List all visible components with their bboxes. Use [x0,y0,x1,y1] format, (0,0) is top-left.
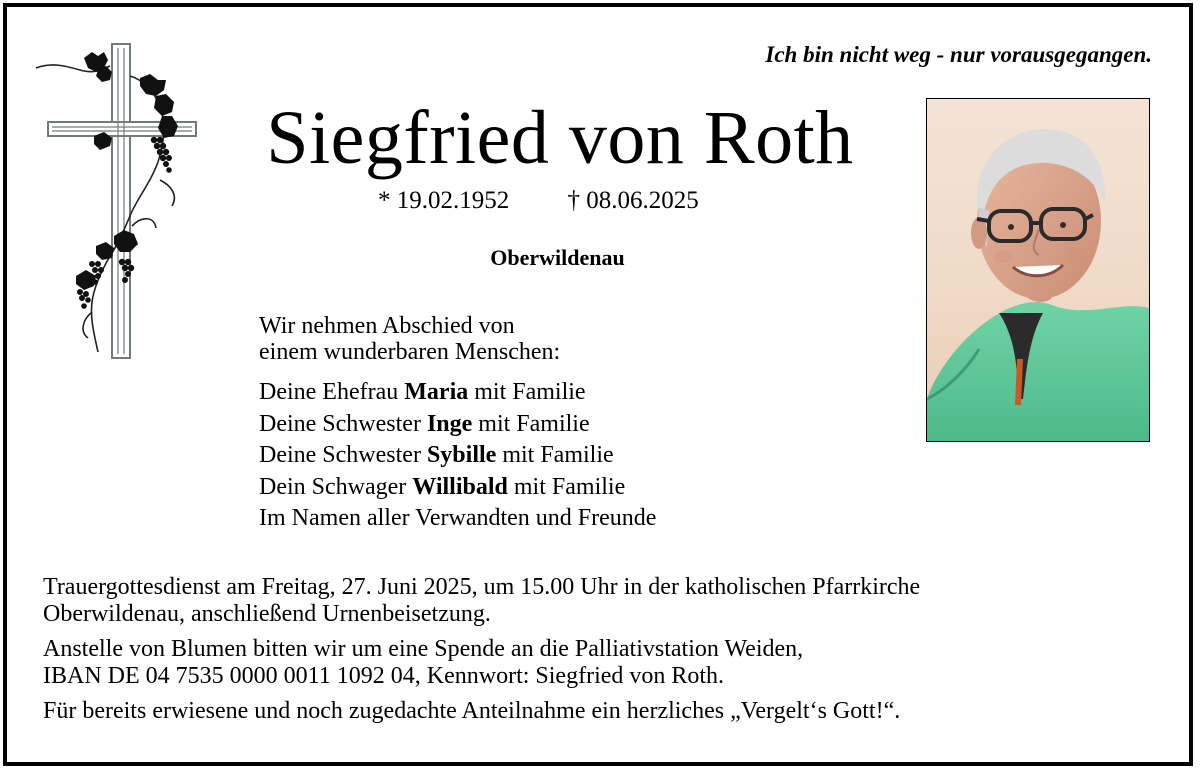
donation-line: Anstelle von Blumen bitten wir um eine Spende an die Palliativstation Weiden, [43,636,804,662]
service-line: Oberwildenau, anschließend Urnenbeisetzung. [43,601,491,627]
mourner-name: Willibald [412,473,508,500]
birth-date: * 19.02.1952 [378,187,510,214]
place-of-residence: Oberwildenau [490,245,625,270]
mourner-name: Maria [404,379,469,405]
farewell-text [259,313,560,365]
mourner-line: Deine Ehefrau Maria mit Familie [259,379,586,405]
mourner-line: Dein Schwager Willibald mit Familie [259,473,626,500]
service-information [43,574,1163,725]
farewell-line: Wir nehmen Abschied von [259,313,515,339]
portrait-illustration [927,99,1150,442]
motto: Ich bin nicht weg - nur vorausgegangen. [765,42,1152,67]
mourner-closing: Im Namen aller Verwandten und Freunde [259,505,657,531]
death-date: † 08.06.2025 [567,187,699,214]
thanks-line: Für bereits erwiesene und noch zugedachte Anteilnahme ein herzliches „Vergelt‘s Gott!“. [43,698,901,724]
cross-with-vine-icon [32,40,202,365]
mourner-line: Deine Schwester Sybille mit Familie [259,442,614,468]
mourners-list [259,377,656,535]
portrait-photo [926,98,1150,442]
donation-line: IBAN DE 04 7535 0000 0011 1092 04, Kennwort: Siegfried von Roth. [43,663,725,689]
mourner-line: Deine Schwester Inge mit Familie [259,410,590,437]
mourner-name: Inge [426,410,473,437]
deceased-name: Siegfried von Roth [266,96,854,180]
life-dates [378,187,699,215]
farewell-line: einem wunderbaren Menschen: [259,339,561,365]
mourner-name: Sybille [426,442,497,468]
service-line: Trauergottesdienst am Freitag, 27. Juni 2025, um 15.00 Uhr in der katholischen Pfarrkirche [43,574,921,600]
